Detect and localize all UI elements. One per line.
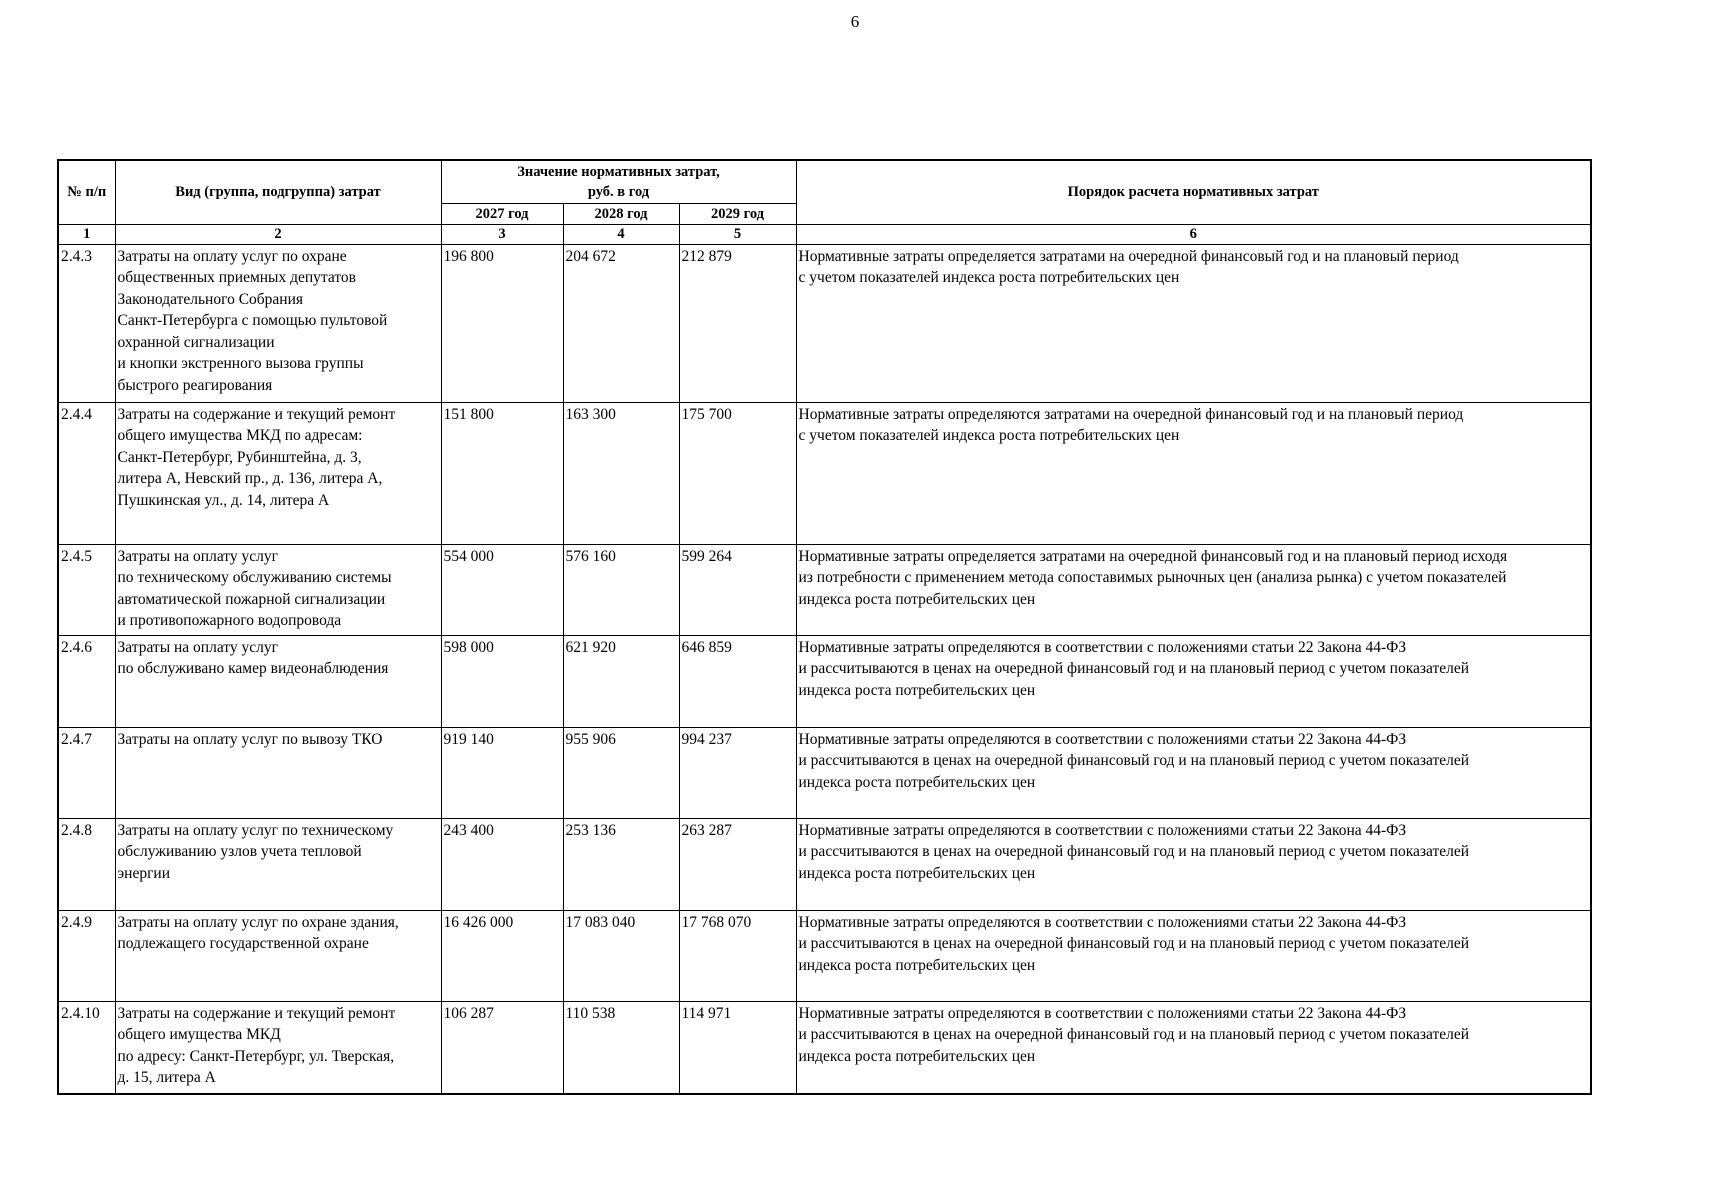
page-number: 6 [850, 12, 860, 31]
value-2028: 204 672 [563, 244, 679, 402]
value-2028: 17 083 040 [563, 910, 679, 1001]
table-row [58, 244, 1591, 402]
row-number: 2.4.4 [58, 402, 115, 544]
header-year-2028: 2028 год [563, 203, 679, 224]
cost-type: Затраты на содержание и текущий ремонт общего имущества МКД по адресам: Санкт-Петербург, Рубинштейна, д. 3, литера А, Невский пр., д. 136, литера А, Пушкинская ул., д. 14, литера А [115, 402, 441, 544]
table-row [58, 544, 1591, 635]
cost-type: Затраты на содержание и текущий ремонт общего имущества МКД по адресу: Санкт-Петербург, ул. Тверская, д. 15, литера А [115, 1001, 441, 1094]
calculation-method: Нормативные затраты определяются в соответствии с положениями статьи 22 Закона 44-ФЗ и рассчитываются в ценах на очередной финансовый год и на плановый период с учетом показателей индекса роста потребительских цен [796, 1001, 1591, 1094]
cost-type: Затраты на оплату услуг по вывозу ТКО [115, 727, 441, 818]
row-number: 2.4.5 [58, 544, 115, 635]
header-cost-type: Вид (группа, подгруппа) затрат [115, 160, 441, 224]
value-2028: 621 920 [563, 635, 679, 727]
table-row [58, 635, 1591, 727]
column-number: 5 [679, 224, 796, 244]
value-2029: 599 264 [679, 544, 796, 635]
column-number: 1 [58, 224, 115, 244]
header-year-2027: 2027 год [441, 203, 563, 224]
table-row [58, 1001, 1591, 1094]
cost-type: Затраты на оплату услуг по обслуживано камер видеонаблюдения [115, 635, 441, 727]
cost-type: Затраты на оплату услуг по техническому обслуживанию узлов учета тепловой энергии [115, 818, 441, 910]
value-2029: 212 879 [679, 244, 796, 402]
row-number: 2.4.6 [58, 635, 115, 727]
row-number: 2.4.8 [58, 818, 115, 910]
cost-type: Затраты на оплату услуг по охране общественных приемных депутатов Законодательного Собрания Санкт-Петербурга с помощью пультовой охранной сигнализации и кнопки экстренного вызова группы быстрого реагирования [115, 244, 441, 402]
value-2028: 253 136 [563, 818, 679, 910]
value-2027: 151 800 [441, 402, 563, 544]
calculation-method: Нормативные затраты определяются затратами на очередной финансовый год и на плановый период с учетом показателей индекса роста потребительских цен [796, 402, 1591, 544]
value-2029: 994 237 [679, 727, 796, 818]
header-year-2029: 2029 год [679, 203, 796, 224]
value-2029: 17 768 070 [679, 910, 796, 1001]
value-2027: 106 287 [441, 1001, 563, 1094]
calculation-method: Нормативные затраты определяются в соответствии с положениями статьи 22 Закона 44-ФЗ и рассчитываются в ценах на очередной финансовый год и на плановый период с учетом показателей индекса роста потребительских цен [796, 910, 1591, 1001]
row-number: 2.4.10 [58, 1001, 115, 1094]
header-cost-value: Значение нормативных затрат, руб. в год [441, 160, 796, 203]
value-2029: 646 859 [679, 635, 796, 727]
value-2027: 554 000 [441, 544, 563, 635]
column-number-row [58, 224, 1591, 244]
column-number: 3 [441, 224, 563, 244]
calculation-method: Нормативные затраты определяются в соответствии с положениями статьи 22 Закона 44-ФЗ и рассчитываются в ценах на очередной финансовый год и на плановый период с учетом показателей индекса роста потребительских цен [796, 818, 1591, 910]
value-2028: 110 538 [563, 1001, 679, 1094]
row-number: 2.4.3 [58, 244, 115, 402]
table-row [58, 818, 1591, 910]
calculation-method: Нормативные затраты определяется затратами на очередной финансовый год и на плановый период исходя из потребности с применением метода сопоставимых рыночных цен (анализа рынка) с учетом показателей индекса роста потребительских цен [796, 544, 1591, 635]
row-number: 2.4.7 [58, 727, 115, 818]
value-2027: 243 400 [441, 818, 563, 910]
column-number: 4 [563, 224, 679, 244]
table-row [58, 727, 1591, 818]
value-2028: 955 906 [563, 727, 679, 818]
value-2028: 576 160 [563, 544, 679, 635]
value-2027: 16 426 000 [441, 910, 563, 1001]
value-2029: 263 287 [679, 818, 796, 910]
value-2029: 114 971 [679, 1001, 796, 1094]
table-row [58, 910, 1591, 1001]
normative-costs-table [57, 159, 1592, 1095]
header-row-number: № п/п [58, 160, 115, 224]
row-number: 2.4.9 [58, 910, 115, 1001]
calculation-method: Нормативные затраты определяется затратами на очередной финансовый год и на плановый период с учетом показателей индекса роста потребительских цен [796, 244, 1591, 402]
cost-type: Затраты на оплату услуг по охране здания, подлежащего государственной охране [115, 910, 441, 1001]
cost-type: Затраты на оплату услуг по техническому обслуживанию системы автоматической пожарной сигнализации и противопожарного водопровода [115, 544, 441, 635]
value-2029: 175 700 [679, 402, 796, 544]
value-2027: 919 140 [441, 727, 563, 818]
calculation-method: Нормативные затраты определяются в соответствии с положениями статьи 22 Закона 44-ФЗ и рассчитываются в ценах на очередной финансовый год и на плановый период с учетом показателей индекса роста потребительских цен [796, 635, 1591, 727]
column-number: 2 [115, 224, 441, 244]
value-2028: 163 300 [563, 402, 679, 544]
calculation-method: Нормативные затраты определяются в соответствии с положениями статьи 22 Закона 44-ФЗ и рассчитываются в ценах на очередной финансовый год и на плановый период с учетом показателей индекса роста потребительских цен [796, 727, 1591, 818]
value-2027: 598 000 [441, 635, 563, 727]
column-number: 6 [796, 224, 1591, 244]
value-2027: 196 800 [441, 244, 563, 402]
table-row [58, 402, 1591, 544]
header-calculation-method: Порядок расчета нормативных затрат [796, 160, 1591, 224]
